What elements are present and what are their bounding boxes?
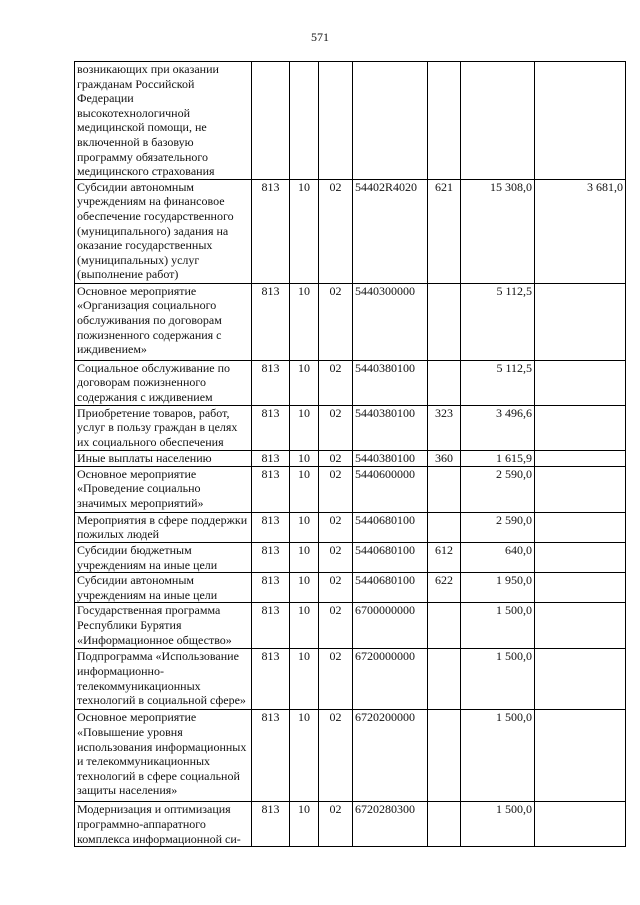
table-row — [75, 542, 626, 572]
row-sum2 — [535, 62, 626, 180]
row-gr: 813 — [252, 649, 290, 710]
row-name: Основное мероприятие «Повышение уровня использования информационных и телекоммуникационных технологий в сфере социальной защиты населения» — [75, 710, 252, 802]
row-pr: 02 — [319, 450, 353, 466]
row-gr: 813 — [252, 466, 290, 512]
row-pr: 02 — [319, 283, 353, 360]
table-row — [75, 802, 626, 847]
row-gr: 813 — [252, 405, 290, 450]
row-sum2 — [535, 542, 626, 572]
row-sum2 — [535, 649, 626, 710]
table-row — [75, 710, 626, 802]
row-gr: 813 — [252, 802, 290, 847]
row-gr: 813 — [252, 573, 290, 603]
row-vr — [428, 603, 461, 649]
row-vr — [428, 62, 461, 180]
row-gr: 813 — [252, 603, 290, 649]
row-sum2 — [535, 450, 626, 466]
row-sum1: 2 590,0 — [461, 512, 535, 542]
row-sum1: 5 112,5 — [461, 360, 535, 405]
row-rz: 10 — [290, 710, 319, 802]
row-sum1: 1 500,0 — [461, 649, 535, 710]
table-row — [75, 62, 626, 180]
row-sum2 — [535, 512, 626, 542]
row-sum2 — [535, 360, 626, 405]
page-number: 571 — [311, 30, 329, 44]
row-sum1 — [461, 62, 535, 180]
table-row — [75, 450, 626, 466]
table-row — [75, 405, 626, 450]
row-rz: 10 — [290, 649, 319, 710]
row-name: Основное мероприятие «Проведение социально значимых мероприятий» — [75, 466, 252, 512]
row-csr: 6720200000 — [353, 710, 428, 802]
row-pr: 02 — [319, 802, 353, 847]
row-csr: 5440380100 — [353, 450, 428, 466]
row-gr: 813 — [252, 360, 290, 405]
row-sum1: 2 590,0 — [461, 466, 535, 512]
row-vr — [428, 649, 461, 710]
row-pr: 02 — [319, 360, 353, 405]
table-row — [75, 649, 626, 710]
row-sum2 — [535, 283, 626, 360]
row-pr: 02 — [319, 466, 353, 512]
budget-table — [74, 61, 626, 847]
row-pr: 02 — [319, 710, 353, 802]
row-rz: 10 — [290, 542, 319, 572]
row-sum1: 15 308,0 — [461, 179, 535, 283]
row-csr: 6720000000 — [353, 649, 428, 710]
row-gr: 813 — [252, 283, 290, 360]
row-pr: 02 — [319, 512, 353, 542]
row-vr — [428, 466, 461, 512]
row-name: Субсидии бюджетным учреждениям на иные цели — [75, 542, 252, 572]
row-rz: 10 — [290, 283, 319, 360]
row-sum1: 3 496,6 — [461, 405, 535, 450]
table-row — [75, 179, 626, 283]
row-pr — [319, 62, 353, 180]
row-rz — [290, 62, 319, 180]
row-name: Государственная программа Республики Бурятия «Информационное общество» — [75, 603, 252, 649]
row-name: Субсидии автономным учреждениям на иные цели — [75, 573, 252, 603]
row-rz: 10 — [290, 179, 319, 283]
row-sum1: 1 500,0 — [461, 603, 535, 649]
row-sum2: 3 681,0 — [535, 179, 626, 283]
row-pr: 02 — [319, 573, 353, 603]
row-csr: 6700000000 — [353, 603, 428, 649]
row-sum1: 640,0 — [461, 542, 535, 572]
row-sum1: 1 950,0 — [461, 573, 535, 603]
row-vr: 323 — [428, 405, 461, 450]
row-sum1: 1 500,0 — [461, 802, 535, 847]
row-pr: 02 — [319, 405, 353, 450]
row-rz: 10 — [290, 466, 319, 512]
row-name: Модернизация и оптимизация программно-аппаратного комплекса информационной си- — [75, 802, 252, 847]
row-vr — [428, 802, 461, 847]
row-vr — [428, 710, 461, 802]
row-vr: 621 — [428, 179, 461, 283]
row-csr: 5440380100 — [353, 405, 428, 450]
row-rz: 10 — [290, 450, 319, 466]
row-name: Социальное обслуживание по договорам пожизненного содержания с иждивением — [75, 360, 252, 405]
row-rz: 10 — [290, 573, 319, 603]
row-vr: 622 — [428, 573, 461, 603]
table-row — [75, 283, 626, 360]
row-csr: 54402R4020 — [353, 179, 428, 283]
row-gr: 813 — [252, 710, 290, 802]
row-pr: 02 — [319, 649, 353, 710]
row-csr: 5440380100 — [353, 360, 428, 405]
row-sum1: 1 615,9 — [461, 450, 535, 466]
row-gr: 813 — [252, 512, 290, 542]
row-csr: 5440680100 — [353, 573, 428, 603]
table-row — [75, 603, 626, 649]
row-name: Подпрограмма «Использование информационно-телекоммуникационных технологий в социальной сфере» — [75, 649, 252, 710]
row-name: возникающих при оказании гражданам Российской Федерации высокотехнологичной медицинской помощи, не включенной в базовую программу обязательного медицинского страхования — [75, 62, 252, 180]
row-rz: 10 — [290, 405, 319, 450]
row-csr: 5440680100 — [353, 512, 428, 542]
row-csr: 5440600000 — [353, 466, 428, 512]
table-row — [75, 466, 626, 512]
row-vr — [428, 283, 461, 360]
row-name: Мероприятия в сфере поддержки пожилых людей — [75, 512, 252, 542]
row-sum2 — [535, 466, 626, 512]
row-name: Иные выплаты населению — [75, 450, 252, 466]
row-gr: 813 — [252, 179, 290, 283]
row-gr — [252, 62, 290, 180]
row-sum2 — [535, 405, 626, 450]
row-gr: 813 — [252, 450, 290, 466]
row-rz: 10 — [290, 360, 319, 405]
row-sum2 — [535, 573, 626, 603]
row-vr — [428, 512, 461, 542]
row-csr: 6720280300 — [353, 802, 428, 847]
row-sum2 — [535, 802, 626, 847]
row-vr: 612 — [428, 542, 461, 572]
row-rz: 10 — [290, 603, 319, 649]
row-rz: 10 — [290, 802, 319, 847]
table-row — [75, 360, 626, 405]
row-name: Основное мероприятие «Организация социального обслуживания по договорам пожизненного содержания с иждивением» — [75, 283, 252, 360]
row-csr — [353, 62, 428, 180]
row-rz: 10 — [290, 512, 319, 542]
row-csr: 5440300000 — [353, 283, 428, 360]
row-sum2 — [535, 710, 626, 802]
row-vr — [428, 360, 461, 405]
row-vr: 360 — [428, 450, 461, 466]
row-pr: 02 — [319, 179, 353, 283]
table-row — [75, 512, 626, 542]
row-pr: 02 — [319, 603, 353, 649]
row-name: Субсидии автономным учреждениям на финансовое обеспечение государственного (муниципального) задания на оказание государственных (муниципальных) услуг (выполнение работ) — [75, 179, 252, 283]
row-name: Приобретение товаров, работ, услуг в пользу граждан в целях их социального обеспечения — [75, 405, 252, 450]
row-csr: 5440680100 — [353, 542, 428, 572]
row-pr: 02 — [319, 542, 353, 572]
row-gr: 813 — [252, 542, 290, 572]
row-sum1: 1 500,0 — [461, 710, 535, 802]
row-sum1: 5 112,5 — [461, 283, 535, 360]
row-sum2 — [535, 603, 626, 649]
table-row — [75, 573, 626, 603]
